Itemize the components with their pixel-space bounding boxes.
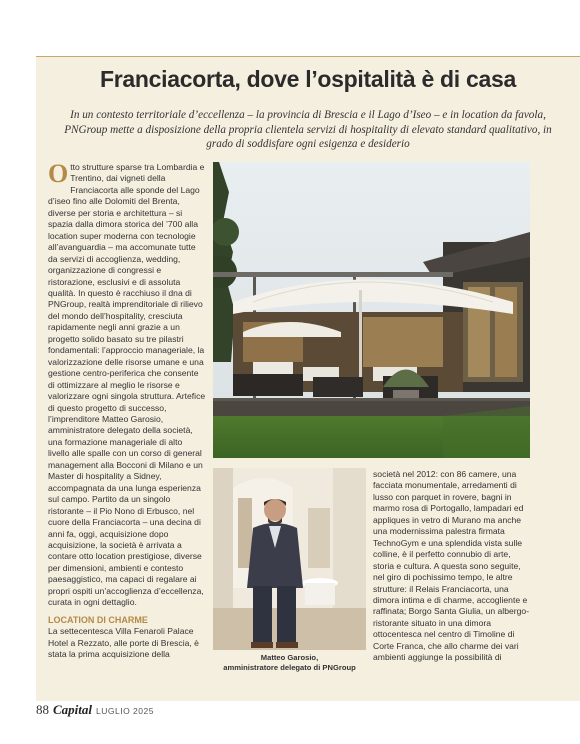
terrace-restaurant-photo: [213, 162, 530, 458]
section-heading: LOCATION DI CHARME: [48, 614, 148, 625]
paragraph-3: società nel 2012: con 86 camere, una facciata monumentale, arredamenti di lusso con parquet in rovere, bagni in marmo rosa di Portogallo, lampadari ed appliques in vetro di Murano ma anche una modernissima palestra firmata TechnoGym e una splendida vista sulle colline, è il perfetto connubio di arte, storia e cultura. A questa sono seguite, nel giro di pochissimo tempo, le altre strutture: il Relais Franciacorta, una dimora intima e di charme, accogliente e raffinata; Borgo Santa Giulia, un albergo-ristorante situato in una dimora ottocentesca nel centro di Timoline di Corte Franca, che allo charme dei vari ambienti aggiunge la possibilità di: [373, 469, 530, 663]
page-number: 88: [36, 702, 49, 717]
lead-paragraph: [48, 159, 206, 609]
article-subtitle: In un contesto territoriale d’eccellenza – la provincia di Brescia e il Lago d’Iseo – e in location da favola, PNGroup mette a disposizione della propria clientela servizi di hospitality di elevato standard qualitativo, in grado di soddisfare ogni esigenza e desiderio: [64, 109, 552, 150]
article-title: Franciacorta, dove l’ospitalità è di casa: [100, 66, 516, 92]
caption-role: amministratore delegato di PNGroup: [223, 662, 356, 672]
photo-caption: [213, 653, 366, 672]
lead-text: tto strutture sparse tra Lombardia e Trentino, dai vigneti della Franciacorta alle sponde del Lago d’iseo fino alle Dolomiti del Brenta, diverse per storia e architettura – si spazia dalla dimora storica del ’700 alla location super moderna con tecnologie all’avanguardia – ma accomunate tutte da servizi di accoglienza, wedding, organizzazione di congressi e ristorazione, esclusivi e di assoluta qualità. In questo è racchiuso il dna di PNGroup, realtà imprenditoriale di rilievo del mondo dell’hospitality, cresciuta rapidamente negli anni grazie a un progetto solido basato su tre pilastri fondamentali: l’approccio manageriale, la valorizzazione delle risorse umane e una gestione centro-periferica che consente di ottimizzare al meglio le risorse e valorizzare ogni singola struttura. Artefice di questo progetto di successo, l’imprenditore Matteo Garosio, amministratore delegato della società, una formazione manageriale di alto livello alle spalle con un corso di general management alla Bocconi di Milano e un Master di hospitality a Sidney, accompagnata da una lunga esperienza sul campo. Partito da un singolo ristorante – il Pio Nono di Erbusco, nel cuore della Franciacorta – una decina di anni fa, oggi, acquisizione dopo acquisizione, la società è arrivata a contare otto location prestigiose, diverse per dimensioni, ambienti e contesto paesaggistico, ma capaci di regalare ai propri ospiti un’accoglienza d’eccellenza, curata in ogni dettaglio.: [48, 162, 206, 608]
page-footer: [36, 702, 154, 722]
issue-date: LUGLIO 2025: [96, 706, 154, 716]
body-column-1: [48, 159, 206, 660]
paragraph-2: La settecentesca Villa Fenaroli Palace Hotel a Rezzato, alle porte di Brescia, è stata la prima acquisizione della: [48, 626, 199, 660]
magazine-name: Capital: [53, 702, 93, 717]
caption-name: Matteo Garosio,: [260, 653, 319, 662]
body-column-3: [373, 469, 533, 664]
portrait-photo: [213, 468, 366, 650]
drop-cap: O: [48, 159, 69, 188]
